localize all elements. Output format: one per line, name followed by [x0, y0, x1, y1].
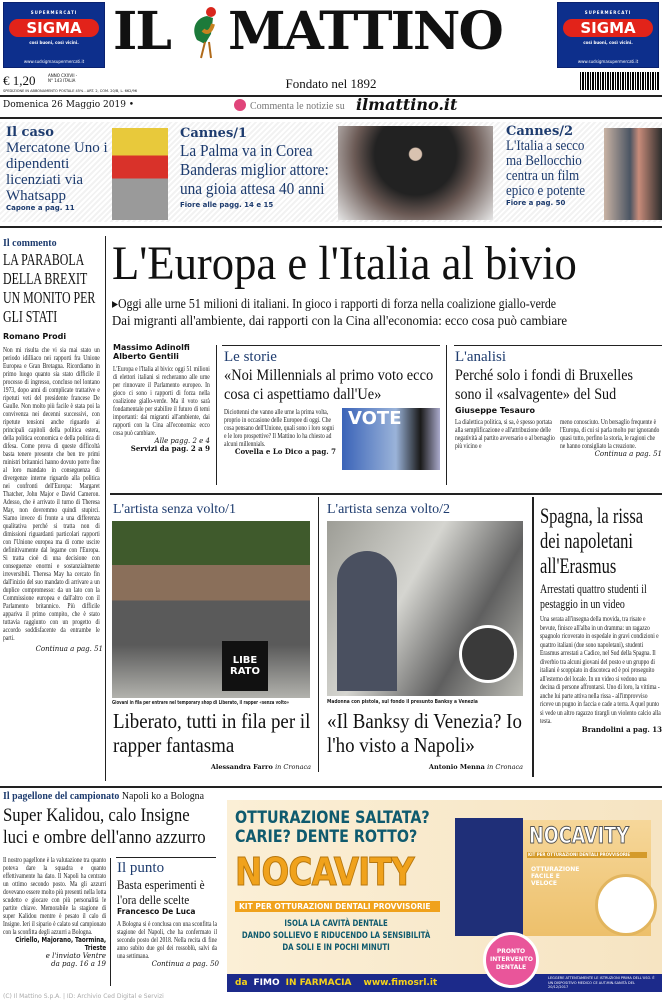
commento-continue[interactable]: Continua a pag. 51	[35, 645, 103, 653]
artista1-byline	[113, 763, 311, 771]
storie-kicker: Le storie	[224, 349, 277, 365]
nocavity-ad[interactable]	[227, 800, 662, 992]
masthead-title-right: MATTINO	[228, 1, 502, 62]
analisi-body-2: meno conosciuto. Un bersaglio frequente è l'Europa, di cui si parla molto pur ignorando quasi tutto, perfino la storia, le ragioni che ne hanno consigliato la creazione.	[560, 418, 660, 450]
pagellone-kicker-label: Il pagellone del campionato	[3, 790, 120, 802]
byline-author: Antonio Menna	[428, 763, 485, 771]
lead-ref-1[interactable]: Alle pagg. 2 e 4	[154, 437, 210, 445]
spagna-headline[interactable]: Spagna, la rissa dei napoletani all'Erasmus	[540, 503, 644, 578]
commento-column	[3, 238, 103, 653]
box-tagline: KIT PER OTTURAZIONI DENTALI PROVVISORIE	[527, 852, 647, 858]
bar-farmacia: IN FARMACIA	[285, 978, 352, 988]
pagellone-kicker-topic: Napoli ko a Bologna	[121, 790, 205, 802]
spagna-ref[interactable]: Brandolini a pag. 13	[581, 724, 662, 734]
sigma-logo: SIGMA	[9, 19, 99, 37]
divider	[446, 345, 447, 485]
product-box-side	[455, 818, 523, 936]
ad-claim-1: ISOLA LA CAVITÀ DENTALE	[284, 919, 388, 929]
lead-body: L'Europa e l'Italia al bivio: oggi 51 milioni di elettori italiani si recheranno alle urne per rinnovare il Parlamento europeo. In gioco ci sono i rapporti di forza nella coalizione giallo-verde. Ma il voto sarà fondamentale per stabilire il futuro di temi importanti: dai migranti all'ambiente, dai rapporti con la Cina all'economia: ecco cosa può cambiare.	[113, 365, 210, 437]
divider	[0, 117, 662, 119]
lead-column	[113, 343, 210, 453]
artista1-headline[interactable]: Liberato, tutti in fila per il rapper fantasma	[113, 709, 311, 757]
barcode	[580, 72, 660, 90]
pagellone-authors: Ciriello, Majorano, Taormina, Trieste	[15, 936, 107, 952]
spagna-subhead: Arrestati quattro studenti il pestaggio in un video	[540, 581, 647, 611]
teaser-ref: Fiore a pag. 50	[506, 199, 566, 207]
divider	[0, 226, 662, 228]
sigma-ad-right[interactable]	[557, 2, 659, 68]
pagellone-kicker	[3, 790, 204, 803]
analisi-columns	[455, 418, 662, 458]
artista1-kicker: L'artista senza volto/1	[113, 502, 237, 517]
lead-subhead-1: ▸Oggi alle urne 51 milioni di italiani. In gioco i rapporti di forza nella coalizione giallo-verde	[112, 296, 557, 311]
box-brand: NOCAVITY	[529, 824, 629, 849]
comment-bubble-icon	[234, 99, 246, 111]
divider	[110, 858, 111, 986]
analisi-body-1: La dialettica politica, si sa, è spesso portata alla semplificazione e all'attribuzione delle negatività al partito avversario o al bersaglio più vicino e	[455, 418, 555, 450]
teaser-kicker: Il caso	[6, 125, 54, 140]
pagellone-envoy: e l'inviato Ventre	[45, 952, 106, 960]
sigma-top-label: SUPERMERCATI	[30, 10, 78, 15]
analisi-col-2	[560, 418, 662, 458]
teaser-il-caso[interactable]	[6, 125, 111, 213]
divider	[116, 857, 216, 858]
analisi-article	[455, 349, 662, 458]
artista2-kicker: L'artista senza volto/2	[327, 502, 451, 517]
divider	[222, 345, 440, 346]
teaser-kicker: Cannes/2	[506, 124, 574, 139]
byline-author: Alessandra Farro	[210, 763, 273, 771]
lead-headline[interactable]: L'Europa e l'Italia al bivio	[112, 237, 577, 290]
lead-authors: Massimo Adinolfi Alberto Gentili	[113, 343, 190, 361]
product-photo	[595, 874, 657, 936]
artista2-byline	[327, 763, 523, 771]
postal-info: SPEDIZIONE IN ABBONAMENTO POSTALE 45% - ART. 2, COM. 20/B, L. 662/96	[3, 89, 137, 93]
pagellone-headline[interactable]: Super Kalidou, calo Insigne luci e ombre dell'anno azzurro	[3, 805, 206, 848]
divider	[532, 497, 534, 777]
founded: Fondato nel 1892	[285, 76, 377, 91]
teaser-headline: Mercatone Uno i dipendenti licenziati via Whatsapp	[6, 140, 108, 204]
ad-claim-3: DA SOLI E IN POCHI MINUTI	[282, 943, 390, 953]
shirt-text: LIBE RATO	[222, 641, 268, 691]
sigma-slogan: così buoni, così vicini.	[583, 40, 633, 45]
analisi-col-1	[455, 418, 555, 458]
byline-section: in Cronaca	[487, 763, 523, 771]
ad-question-2: CARIE? DENTE ROTTO?	[235, 827, 418, 847]
teaser-cannes-2[interactable]	[506, 124, 602, 208]
artista1-caption: Giovani in fila per entrare nel temporary shop di Liberato, il rapper «senza volto»	[112, 700, 290, 706]
bar-url[interactable]: www.fimosrl.it	[363, 978, 438, 988]
masthead-title-left: IL	[113, 1, 170, 62]
teaser-headline: L'Italia a secco ma Bellocchio centra un film epico e potente	[506, 138, 585, 199]
pagellone-column	[3, 856, 106, 968]
punto-body: A Bologna si è conclusa con una sconfitta la stagione del Napoli, che ha confermato il secondo posto del 2018. Nella recita di fine anno subito due gol dei rossoblù, salvi da una settimana.	[117, 920, 217, 960]
artista2-headline[interactable]: «Il Banksy di Venezia? Io l'ho visto a Napoli»	[327, 709, 522, 757]
bar-fimo: FIMO	[253, 978, 280, 988]
site-link[interactable]: ilmattino.it	[356, 95, 458, 114]
commento-body: Non mi risulta che vi sia mai stato un periodo idilliaco nei rapporti fra Unione Europea e Gran Bretagna. Ricordiamo in primo luogo quanto sia stato difficile il processo di ingresso, concluso nel lontano 1973, dopo anni di complicate trattative e ripetuti veti del presidente francese De Gaulle. Non molto più facile è stata poi la convivenza nei decenni successivi, con ripetute tensioni anche riguardo ai principali capitoli della politica estera, della politica economica e della politica di difesa. Come prova di queste difficoltà basta tenere presente che ben tre primi ministri britannici hanno dovuto porre fine al loro mandato in conseguenza di divergenze interne riguardo alla politica nei confronti dell'Europa: Margaret Thatcher, John Major e David Cameron. Adesso, che è arrivato il turno di Theresa May, non dovremmo quindi stupirci. Siamo invece di fronte a una differenza qualitativa perché si tratta non di dimissioni riguardanti particolari rapporti con l'Unione europea ma di come uscire definitivamente dal legame con l'Europa. Si tratta cioè di una decisione con conseguenze enormi e sostanzialmente irreversibili. Theresa May ha cercato fin dall'inizio del suo mandato di arrivare a un duplice compromesso: da un lato con la Commissione europea e dall'altro con il Parlamento britannico. Più difficile appariva il primo compito, che è stato tuttavia raggiunto con un progetto di accordo soddisfacente da entrambe le parti.	[3, 346, 100, 642]
storie-body: Diciottenni che vanno alle urne la prima volta, proprio in occasione delle Europee di oggi. Che cosa pensano dell'Unione, quali sono i loro sogni e le loro prospettive? Il Mattino lo ha chiesto ad alcuni millennials.	[224, 408, 334, 448]
divider	[0, 95, 662, 97]
ad-claims	[227, 918, 445, 954]
punto-article	[117, 860, 219, 968]
vote-photo-text: VOTE	[348, 408, 402, 429]
storie-text	[224, 408, 336, 470]
mercatone-photo	[112, 128, 168, 220]
spagna-body: Una serata all'insegna della movida, tra risate e bevute, finisce all'alba in un dramma: un ragazzo spagnolo ricoverato in ospedale in gravi condizioni e quattro italiani (due sono napoletani), studenti Erasmus arrestati a Cadice, nel Sud della Spagna. Il diverbio tra alcuni giovani del posto e un gruppo di italiani è scoppiato in discoteca ed è poi proseguito all'esterno del locale. In un video si vedono una decina di persone affrontarsi. Uno di loro, la vittima - anche lui parte attiva nella rissa - all'improvviso riceve un pugno in faccia e cade a terra. A quel punto si vede un altro ragazzo tirargli un violento calcio alla testa.	[540, 615, 661, 725]
pronto-intervento-badge: PRONTO INTERVENTO DENTALE	[483, 932, 539, 988]
analisi-author: Giuseppe Tesauro	[455, 406, 535, 415]
pagellone-ref[interactable]: da pag. 16 a 19	[51, 960, 106, 968]
sigma-ad-left[interactable]	[3, 2, 105, 68]
bar-da: da	[235, 978, 248, 988]
product-box-front	[523, 820, 651, 936]
teaser-ref: Fiore alle pagg. 14 e 15	[180, 201, 274, 209]
date: Domenica 26 Maggio 2019 •	[3, 100, 135, 110]
footer-copyright: (C) Il Mattino S.p.A. | ID: Archivio Ced Digital e Servizi	[3, 993, 164, 1000]
sigma-url: www.sudsigmasupermercati.it	[577, 59, 639, 64]
divider	[454, 345, 662, 346]
bellocchio-photo	[604, 128, 662, 220]
teaser-headline: La Palma va in Corea Banderas miglior attore: una gioia attesa 40 anni	[180, 141, 329, 198]
vote-photo	[342, 408, 440, 470]
rooster-logo-icon	[185, 4, 225, 60]
banderas-photo	[338, 126, 493, 220]
divider	[110, 493, 662, 495]
ad-brand: NOCAVITY	[235, 850, 414, 894]
sigma-url: www.sudsigmasupermercati.it	[23, 59, 85, 64]
divider	[105, 236, 106, 781]
analisi-continue[interactable]: Continua a pag. 51	[594, 450, 662, 458]
artista2-caption: Madonna con pistola, sul fondo il presunto Banksy a Venezia	[327, 699, 478, 705]
punto-headline[interactable]: Basta esperimenti è l'ora delle scelte	[117, 877, 205, 907]
edition: ANNO CXXVII - N° 143 ITALIA	[48, 73, 78, 83]
ad-question-1: OTTURAZIONE SALTATA?	[235, 808, 430, 828]
punto-author: Francesco De Luca	[117, 907, 196, 916]
lead-ref-2[interactable]: Servizi da pag. 2 a 9	[130, 444, 210, 453]
storie-headline[interactable]: «Noi Millennials al primo voto ecco cosa ci aspettiamo dall'Ue»	[224, 367, 434, 403]
storie-ref[interactable]: Covella e Lo Dico a pag. 7	[234, 447, 336, 456]
ad-claim-2: DANDO SOLLIEVO E RIDUCENDO LA SENSIBILITÀ	[241, 931, 431, 941]
bar-legal: LEGGERE ATTENTAMENTE LE ISTRUZIONI PRIMA DELL'USO. È UN DISPOSITIVO MEDICO CE AUT.MIN.SANITÀ DEL 20/12/2017	[548, 976, 655, 990]
byline-section: in Cronaca	[275, 763, 311, 771]
punto-continue[interactable]: Continua a pag. 50	[151, 960, 219, 968]
banksy-photo	[327, 521, 523, 696]
lead-subhead-2: Dai migranti all'ambiente, dai rapporti con la Cina all'economia: ecco cosa può cambiare	[112, 313, 568, 328]
commento-kicker: Il commento	[3, 238, 57, 249]
spagna-article	[540, 503, 662, 734]
punto-kicker: Il punto	[117, 860, 165, 876]
sigma-logo: SIGMA	[563, 19, 653, 37]
commento-author: Romano Prodi	[3, 332, 67, 341]
analisi-headline[interactable]: Perché solo i fondi di Bruxelles sono il «salvagente» del Sud	[455, 367, 633, 403]
liberato-queue-photo	[112, 521, 310, 698]
teaser-ref: Capone a pag. 11	[6, 204, 75, 212]
teaser-kicker: Cannes/1	[180, 126, 248, 141]
divider	[318, 497, 319, 772]
divider	[0, 786, 662, 788]
storie-article	[224, 349, 440, 470]
analisi-kicker: L'analisi	[455, 349, 507, 365]
ad-tagline: KIT PER OTTURAZIONI DENTALI PROVVISORIE	[235, 901, 440, 912]
ad-footer-bar	[227, 974, 662, 992]
sigma-top-label: SUPERMERCATI	[584, 10, 632, 15]
teaser-cannes-1[interactable]	[180, 126, 335, 210]
sigma-slogan: così buoni, così vicini.	[29, 40, 79, 45]
commento-headline[interactable]: LA PARABOLA DELLA BREXIT UN MONITO PER GLI STATI	[3, 250, 96, 326]
comment-prompt: Commenta le notizie su	[250, 101, 345, 112]
divider	[216, 345, 217, 485]
storie-row	[224, 408, 440, 470]
box-subtitle: OTTURAZIONE FACILE E VELOCE	[531, 866, 580, 887]
pagellone-body: Il nostro pagellone è la valutazione tra quanto poteva dare la squadra e quanto effettivamente ha dato. Il Napoli ha centrato un ottimo secondo posto. Ma gli azzurri dovevano essere molto più presenti nella lotta scudetto e giocare con più personalità le partite chiave. Memorabile la stagione di super Kalidou mentre è pesato il calo di Insigne. Ieri il sipario è calato sul campionato con la sconfitta degli azzurri a Bologna.	[3, 856, 107, 936]
price: € 1,20	[3, 73, 36, 88]
